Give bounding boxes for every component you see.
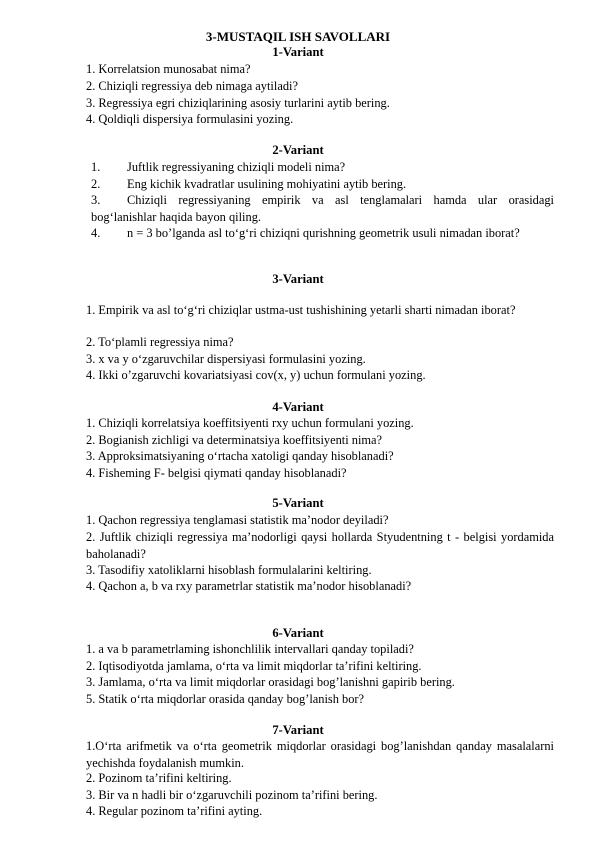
variant-1-question-2: 2. Chiziqli regressiya deb nimaga aytiladi? [86,79,298,93]
variant-2-question-1-text: Juftlik regressiyaning chiziqli modeli nima? [127,160,346,174]
variant-7-question-4: 4. Regular pozinom ta’rifini ayting. [86,804,263,818]
variant-7-question-3: 3. Bir va n hadli bir o‘zgaruvchili pozinom ta’rifini bering. [86,788,378,802]
variant-5-question-3: 3. Tasodifiy xatoliklarni hisoblash formulalarini keltiring. [86,563,372,577]
variant-2-heading: 2-Variant [272,143,324,157]
variant-2-question-1 [91,159,554,176]
variant-2-question-2-text: Eng kichik kvadratlar usulining mohiyatini aytib bering. [127,177,407,191]
variant-3-question-1: 1. Empirik va asl to‘g‘ri chiziqlar ustma-ust tushishining yetarli sharti nimadan iborat? [86,303,516,317]
variant-2-question-2 [91,176,554,193]
variant-5-question-4: 4. Qachon a, b va rxy parametrlar statistik ma’nodor hisoblanadi? [86,579,412,593]
variant-3-question-4: 4. Ikki o’zgaruvchi kovariatsiyasi cov(x, y) uchun formulani yozing. [86,368,426,382]
variant-1-question-4: 4. Qoldiqli dispersiya formulasini yozing. [86,112,294,126]
variant-4-question-2: 2. Bogianish zichligi va determinatsiya koeffitsiyenti nima? [86,433,383,447]
variant-7-question-1: 1.O‘rta arifmetik va o‘rta geometrik miqdorlar orasidagi bog’lanishdan qanday masalalarni yechishda foydalanish mumkin. [86,739,554,770]
variant-7-heading: 7-Variant [272,723,324,737]
variant-1-heading: 1-Variant [272,45,324,59]
variant-1-question-1: 1. Korrelatsion munosabat nima? [86,62,251,76]
variant-6-question-4: 5. Statik o‘rta miqdorlar orasida qanday bog’lanish bor? [86,692,365,706]
variant-2-question-2-number: 2. [91,177,101,191]
page-title: 3-MUSTAQIL ISH SAVOLLARI [205,29,391,44]
variant-4-question-4: 4. Fisheming F- belgisi qiymati qanday hisoblanadi? [86,466,347,480]
variant-2-question-3 [91,192,554,225]
variant-3-heading: 3-Variant [272,272,324,286]
variant-7-question-2: 2. Pozinom ta’rifini keltiring. [86,771,232,785]
variant-1-question-3: 3. Regressiya egri chiziqlarining asosiy turlarini aytib bering. [86,96,390,110]
variant-5-question-2: 2. Juftlik chiziqli regressiya ma’nodorligi qaysi hollarda Styudentning t - belgisi yordamida baholanadi? [86,530,554,561]
variant-6-question-3: 3. Jamlama, o‘rta va limit miqdorlar orasidagi bog’lanishni gapirib bering. [86,675,455,689]
variant-6-question-2: 2. Iqtisodiyotda jamlama, o‘rta va limit miqdorlar ta’rifini keltiring. [86,659,422,673]
variant-2-question-3-text: Chiziqli regressiyaning empirik va asl tenglamalari hamda ular orasidagi bog‘lanishlar haqida bayon qiling. [91,193,554,224]
variant-4-question-3: 3. Approksimatsiyaning o‘rtacha xatoligi qanday hisoblanadi? [86,449,394,463]
variant-5-heading: 5-Variant [272,496,324,510]
variant-3-question-3: 3. x va y o‘zgaruvchilar dispersiyasi formulasini yozing. [86,352,366,366]
variant-2-question-3-number: 3. [91,193,101,207]
variant-4-heading: 4-Variant [272,400,324,414]
variant-2-question-4-text: n = 3 bo’lganda asl to‘g‘ri chiziqni qurishning geometrik usuli nimadan iborat? [127,226,520,240]
variant-3-question-2: 2. To‘plamli regressiya nima? [86,335,234,349]
variant-5-question-1: 1. Qachon regressiya tenglamasi statistik ma’nodor deyiladi? [86,513,389,527]
variant-2-question-4-number: 4. [91,226,101,240]
variant-2-question-1-number: 1. [91,160,101,174]
variant-6-question-1: 1. a va b parametrlaming ishonchlilik intervallari qanday topiladi? [86,642,414,656]
variant-4-question-1: 1. Chiziqli korrelatsiya koeffitsiyenti rxy uchun formulani yozing. [86,416,414,430]
variant-2-question-4 [91,225,554,242]
variant-6-heading: 6-Variant [272,626,324,640]
